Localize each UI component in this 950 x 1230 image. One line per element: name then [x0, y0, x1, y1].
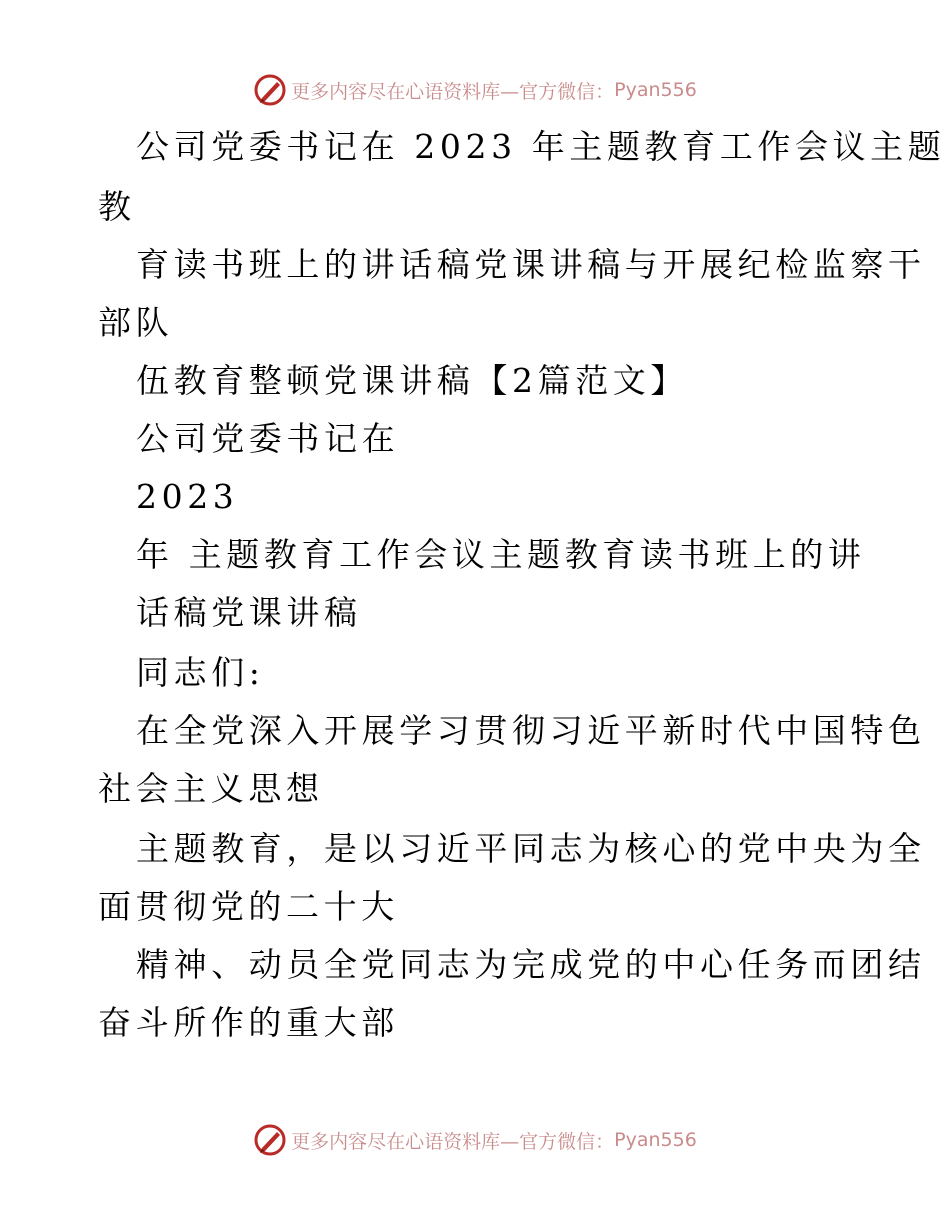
text-line: 在全党深入开展学习贯彻习近平新时代中国特色 [136, 711, 926, 750]
text-line: 社会主义思想 [98, 769, 324, 808]
text-line: 同志们: [136, 653, 265, 692]
text-line: 主题教育，是以习近平同志为核心的党中央为全 [136, 829, 926, 868]
text-line: 教 [98, 187, 136, 226]
text-line: 2023 [136, 477, 239, 516]
text-line: 公司党委书记在 [136, 419, 400, 458]
text-line: 伍教育整顿党课讲稿【2篇范文】 [136, 361, 688, 400]
footer-watermark [0, 1120, 950, 1160]
text-line: 精神、动员全党同志为完成党的中心任务而团结 [136, 945, 926, 984]
text-line: 育读书班上的讲话稿党课讲稿与开展纪检监察干 [136, 245, 926, 284]
watermark-wechat-id: Pyan556 [614, 79, 697, 101]
text-line: 年 主题教育工作会议主题教育读书班上的讲 [136, 535, 866, 574]
watermark-wechat-id: Pyan556 [614, 1129, 697, 1151]
text-line: 话稿党课讲稿 [136, 593, 362, 632]
watermark-text: 更多内容尽在心语资料库—官方微信： [291, 1130, 615, 1153]
text-line: 奋斗所作的重大部 [98, 1003, 399, 1042]
watermark-text: 更多内容尽在心语资料库—官方微信： [291, 80, 615, 103]
text-line: 部队 [98, 303, 174, 342]
text-line: 公司党委书记在 2023 年主题教育工作会议主题 [136, 127, 946, 166]
text-line: 面贯彻党的二十大 [98, 887, 399, 926]
red-pen-seal-icon [253, 1123, 287, 1157]
